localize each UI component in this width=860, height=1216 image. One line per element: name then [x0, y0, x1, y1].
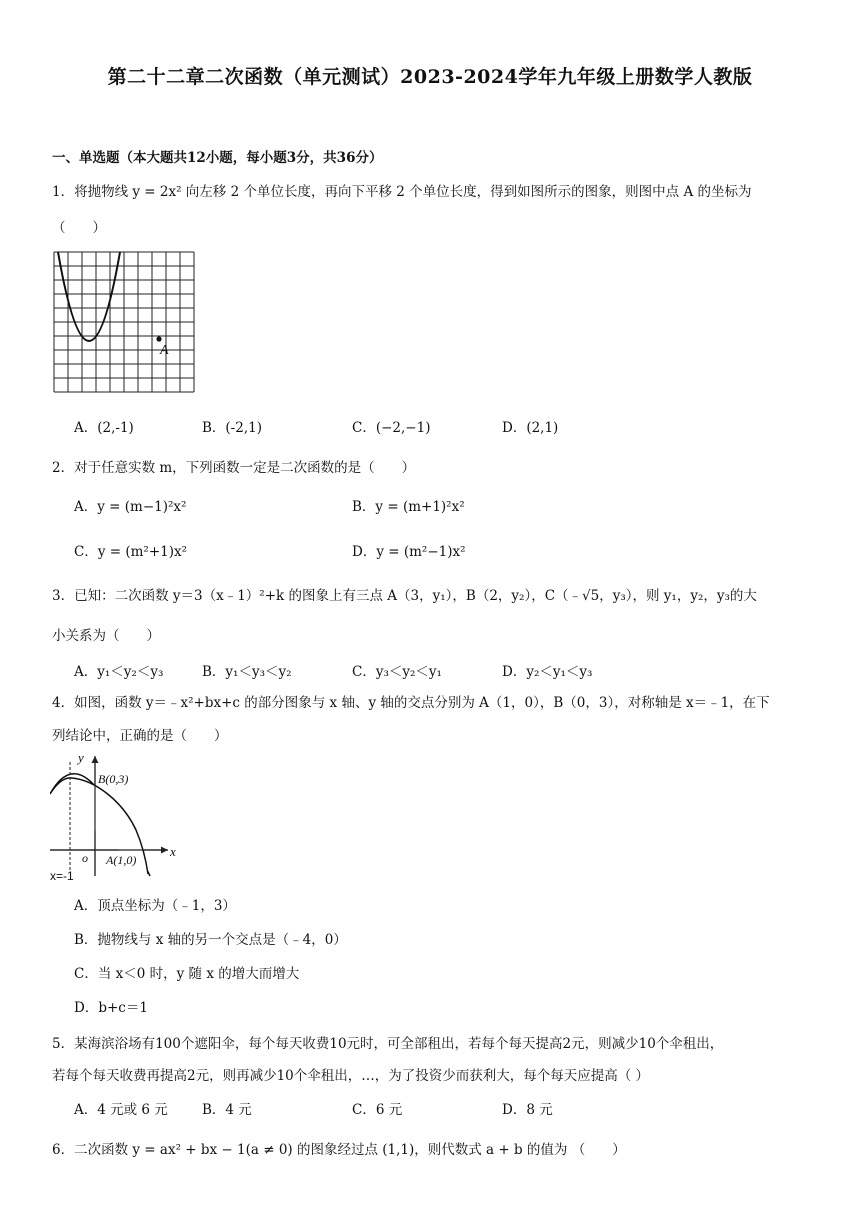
q4-option-c[interactable]: C．当 x＜0 时，y 随 x 的增大而增大: [74, 966, 300, 982]
q4-axis-label: x=-1: [50, 869, 74, 883]
q3-option-c[interactable]: C．y₃＜y₂＜y₁: [352, 664, 442, 680]
q4-option-d[interactable]: D．b+c＝1: [74, 1000, 148, 1016]
q3-option-a[interactable]: A．y₁＜y₂＜y₃: [74, 664, 164, 680]
q1-option-c[interactable]: C．(−2,−1): [352, 420, 431, 436]
q1-grid-figure: [52, 250, 196, 394]
q2-option-a[interactable]: A．y = (m−1)²x²: [74, 499, 187, 515]
q1-option-b[interactable]: B．(-2,1): [202, 420, 262, 436]
q4-option-b[interactable]: B．抛物线与 x 轴的另一个交点是（﹣4，0）: [74, 932, 347, 948]
q2-option-b[interactable]: B．y = (m+1)²x²: [352, 499, 465, 515]
q5-stem-line2: 若每个每天收费再提高2元，则再减少10个伞租出，…，为了投资少而获利大，每个每天应提高（ ）: [52, 1068, 650, 1084]
q4-graph-figure: [50, 748, 190, 883]
q4-stem-line1: 4．如图，函数 y＝﹣x²+bx+c 的部分图象与 x 轴、y 轴的交点分别为 A（1，0），B（0，3），对称轴是 x＝﹣1，在下: [52, 695, 770, 711]
q2-option-d[interactable]: D．y = (m²−1)x²: [352, 544, 466, 560]
q3-stem-line1: 3．已知：二次函数 y＝3（x﹣1）²+k 的图象上有三点 A（3，y₁），B（2，y₂），C（﹣√5，y₃），则 y₁，y₂，y₃的大: [52, 588, 757, 604]
q5-option-b[interactable]: B．4 元: [202, 1102, 252, 1118]
q4-point-a-label: A(1,0): [106, 853, 137, 867]
q1-point-a-label: A: [160, 343, 169, 358]
q3-option-d[interactable]: D．y₂＜y₁＜y₃: [502, 664, 593, 680]
q1-point-a: [156, 336, 161, 341]
q1-stem-line2: （ ）: [52, 220, 106, 236]
q1-option-d[interactable]: D．(2,1): [502, 420, 559, 436]
q1-option-a[interactable]: A．(2,-1): [74, 420, 134, 436]
q3-stem-line2: 小关系为（ ）: [52, 628, 160, 644]
q1-stem-line1: 1．将抛物线 y = 2x² 向左移 2 个单位长度，再向下平移 2 个单位长度，得到如图所示的图象，则图中点 A 的坐标为: [52, 184, 752, 200]
q5-stem-line1: 5．某海滨浴场有100个遮阳伞，每个每天收费10元时，可全部租出，若每个每天提高2元，则减少10个伞租出，: [52, 1036, 724, 1052]
q2-stem: 2．对于任意实数 m，下列函数一定是二次函数的是（ ）: [52, 460, 416, 476]
q2-option-c[interactable]: C．y = (m²+1)x²: [74, 544, 188, 560]
q4-origin-label: o: [82, 851, 88, 865]
q1-parabola: [58, 252, 120, 341]
q4-stem-line2: 列结论中，正确的是（ ）: [52, 728, 228, 744]
page-title: 第二十二章二次函数（单元测试）2023-2024学年九年级上册数学人教版: [107, 66, 753, 88]
q4-option-a[interactable]: A．顶点坐标为（﹣1，3）: [74, 898, 236, 914]
q5-option-d[interactable]: D．8 元: [502, 1102, 553, 1118]
q6-stem: 6．二次函数 y = ax² + bx − 1(a ≠ 0) 的图象经过点 (1,1)，则代数式 a + b 的值为 （ ）: [52, 1142, 626, 1158]
section-heading: 一、单选题（本大题共12小题，每小题3分，共36分）: [52, 150, 383, 166]
q3-option-b[interactable]: B．y₁＜y₃＜y₂: [202, 664, 292, 680]
q4-y-label: y: [78, 750, 84, 765]
q4-point-b-label: B(0,3): [98, 772, 129, 786]
q5-option-a[interactable]: A．4 元或 6 元: [74, 1102, 168, 1118]
q5-option-c[interactable]: C．6 元: [352, 1102, 403, 1118]
q4-x-label: x: [170, 844, 176, 859]
